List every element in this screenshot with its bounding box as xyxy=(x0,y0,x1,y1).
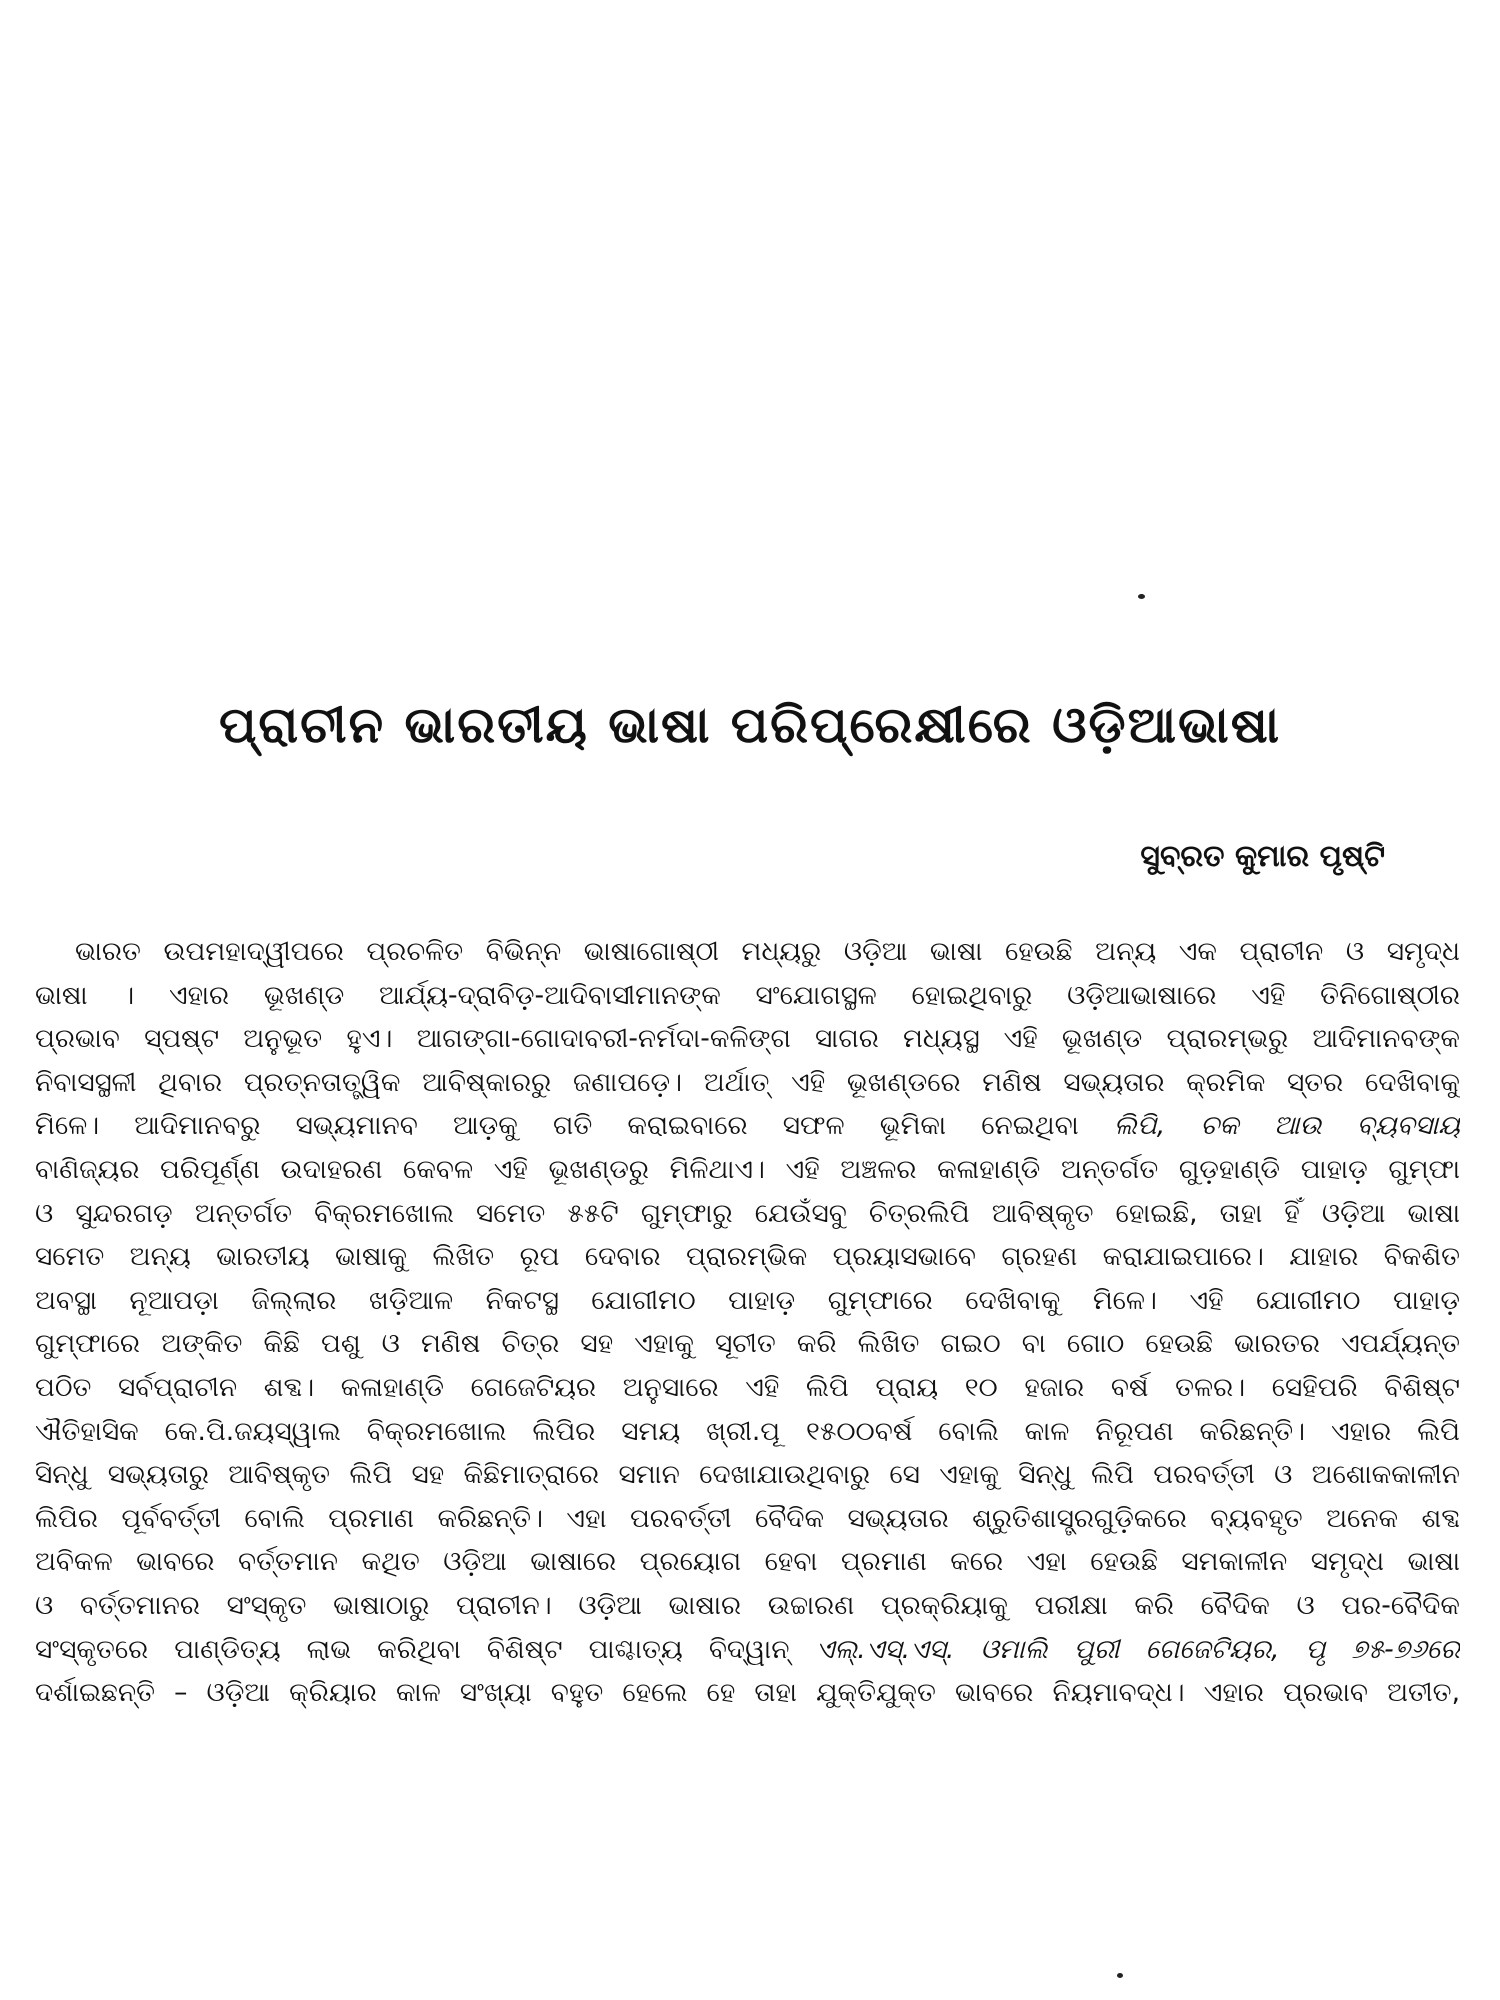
scan-speck xyxy=(1138,594,1145,599)
body-line xyxy=(35,1104,1460,1148)
body-line: ଭାଷା । ଏହାର ଭୂଖଣ୍ଡ ଆର୍ଯ୍ୟ-ଦ୍ରାବିଡ଼-ଆଦିବାସୀମାନଙ୍କ ସଂଯୋଗସ୍ଥଳ ହୋଇଥିବାରୁ ଓଡ଼ିଆଭାଷାରେ ଏହି ତିନିଗୋଷ୍ଠୀର xyxy=(35,979,1460,1011)
body-line-segment: ମିଳେ। ଆଦିମାନବରୁ ସଭ୍ୟମାନବ ଆଡ଼କୁ ଗତି କରାଇବାରେ ସଫଳ ଭୂମିକା ନେଇଥିବା xyxy=(35,1110,1079,1142)
body-line: ଲିପିର ପୂର୍ବବର୍ତ୍ତୀ ବୋଲି ପ୍ରମାଣ କରିଛନ୍ତି। ଏହା ପରବର୍ତ୍ତୀ ବୈଦିକ ସଭ୍ୟତାର ଶ୍ରୁତିଶାସ୍ତ୍ରଗୁଡ଼ିକରେ ବ୍ୟବହୃତ ଅନେକ ଶବ୍ଦ xyxy=(35,1502,1460,1534)
citation-reference: ଏଲ୍.ଏସ୍.ଏସ୍. ଓମାଲି ପୁରୀ ଗେଜେଟିୟର, ପୃ ୭୫-୭୬ରେ xyxy=(815,1633,1460,1665)
italic-phrase: ଲିପି, ଚକ ଆଉ ବ୍ୟବସାୟ xyxy=(1113,1110,1460,1142)
body-line: ପ୍ରଭାବ ସ୍ପଷ୍ଟ ଅନୁଭୂତ ହୁଏ। ଆଗଙ୍ଗା-ଗୋଦାବରୀ-ନର୍ମଦା-କଳିଙ୍ଗ ସାଗର ମଧ୍ୟସ୍ଥ ଏହି ଭୂଖଣ୍ଡ ପ୍ରାରମ୍ଭରୁ ଆଦିମାନବଙ୍କ xyxy=(35,1023,1460,1055)
scan-speck xyxy=(1117,1973,1123,1978)
article-title: ପ୍ରାଚୀନ ଭାରତୀୟ ଭାଷା ପରିପ୍ରେକ୍ଷୀରେ ଓଡ଼ିଆଭାଷା xyxy=(218,696,1282,754)
body-line: ଐତିହାସିକ କେ.ପି.ଜୟସ୍ୱାଲ ବିକ୍ରମଖୋଲ ଲିପିର ସମୟ ଖ୍ରୀ.ପୂ ୧୫୦୦ବର୍ଷ ବୋଲି କାଳ ନିରୂପଣ କରିଛନ୍ତି। ଏହାର ଲିପି xyxy=(35,1415,1460,1447)
body-line: ବାଣିଜ୍ୟର ପରିପୂର୍ଣ୍ଣ ଉଦାହରଣ କେବଳ ଏହି ଭୂଖଣ୍ଡରୁ ମିଳିଥାଏ। ଏହି ଅଞ୍ଚଳର କଳାହାଣ୍ଡି ଅନ୍ତର୍ଗତ ଗୁଡ଼ହାଣ୍ଡି ପାହାଡ଼ ଗୁମ୍ଫା xyxy=(35,1153,1460,1185)
article-body xyxy=(35,930,1460,1715)
body-line-segment: ସଂସ୍କୃତରେ ପାଣ୍ଡିତ୍ୟ ଲାଭ କରିଥିବା ବିଶିଷ୍ଟ ପାଶ୍ଚାତ୍ୟ ବିଦ୍ୱାନ୍ xyxy=(35,1633,790,1665)
body-line: ଓ ବର୍ତ୍ତମାନର ସଂସ୍କୃତ ଭାଷାଠାରୁ ପ୍ରାଚୀନ। ଓଡ଼ିଆ ଭାଷାର ଉଚ୍ଚାରଣ ପ୍ରକ୍ରିୟାକୁ ପରୀକ୍ଷା କରି ବୈଦିକ ଓ ପର-ବୈଦିକ xyxy=(35,1589,1460,1621)
body-line: ସିନ୍ଧୁ ସଭ୍ୟତାରୁ ଆବିଷ୍କୃତ ଲିପି ସହ କିଛିମାତ୍ରାରେ ସମାନ ଦେଖାଯାଉଥିବାରୁ ସେ ଏହାକୁ ସିନ୍ଧୁ ଲିପି ପରବର୍ତ୍ତୀ ଓ ଅଶୋକକାଳୀନ xyxy=(35,1459,1460,1491)
body-line: ଓ ସୁନ୍ଦରଗଡ଼ ଅନ୍ତର୍ଗତ ବିକ୍ରମଖୋଲ ସମେତ ୫୫ଟି ଗୁମ୍ଫାରୁ ଯେଉଁସବୁ ଚିତ୍ରଲିପି ଆବିଷ୍କୃତ ହୋଇଛି, ତାହା ହିଁ ଓଡ଼ିଆ ଭାଷା xyxy=(35,1197,1460,1229)
body-line xyxy=(35,1628,1460,1672)
body-line: ଗୁମ୍ଫାରେ ଅଙ୍କିତ କିଛି ପଶୁ ଓ ମଣିଷ ଚିତ୍ର ସହ ଏହାକୁ ସୂଚୀତ କରି ଲିଖିତ ଗଇଠ ବା ଗୋଠ ହେଉଛି ଭାରତର ଏପର୍ଯ୍ୟନ୍ତ xyxy=(35,1328,1460,1360)
body-line: ଅବିକଳ ଭାବରେ ବର୍ତ୍ତମାନ କଥିତ ଓଡ଼ିଆ ଭାଷାରେ ପ୍ରୟୋଗ ହେବା ପ୍ରମାଣ କରେ ଏହା ହେଉଛି ସମକାଳୀନ ସମୃଦ୍ଧ ଭାଷା xyxy=(35,1546,1460,1578)
body-line: ଦର୍ଶାଇଛନ୍ତି – ଓଡ଼ିଆ କ୍ରିୟାର କାଳ ସଂଖ୍ୟା ବହୁତ ହେଲେ ହେ ତାହା ଯୁକ୍ତିଯୁକ୍ତ ଭାବରେ ନିୟମାବଦ୍ଧ। ଏହାର ପ୍ରଭାବ ଅତୀତ, xyxy=(35,1677,1460,1709)
body-line: ପଠିତ ସର୍ବପ୍ରାଚୀନ ଶବ୍ଦ। କଳାହାଣ୍ଡି ଗେଜେଟିୟର ଅନୁସାରେ ଏହି ଲିପି ପ୍ରାୟ ୧୦ ହଜାର ବର୍ଷ ତଳର। ସେହିପରି ବିଶିଷ୍ଟ xyxy=(35,1371,1460,1403)
author-name: ସୁବ୍ରତ କୁମାର ପୃଷ୍ଟି xyxy=(1140,839,1385,874)
body-line: ସମେତ ଅନ୍ୟ ଭାରତୀୟ ଭାଷାକୁ ଲିଖିତ ରୂପ ଦେବାର ପ୍ରାରମ୍ଭିକ ପ୍ରୟାସଭାବେ ଗ୍ରହଣ କରାଯାଇପାରେ। ଯାହାର ବିକଶିତ xyxy=(35,1241,1460,1273)
body-line: ନିବାସସ୍ଥଳୀ ଥିବାର ପ୍ରତ୍ନତାତ୍ତ୍ୱିକ ଆବିଷ୍କାରରୁ ଜଣାପଡ଼େ। ଅର୍ଥାତ୍ ଏହି ଭୂଖଣ୍ଡରେ ମଣିଷ ସଭ୍ୟତାର କ୍ରମିକ ସ୍ତର ଦେଖିବାକୁ xyxy=(35,1066,1460,1098)
body-line: ଅବସ୍ଥା ନୂଆପଡ଼ା ଜିଲ୍ଲାର ଖଡ଼ିଆଳ ନିକଟସ୍ଥ ଯୋଗୀମଠ ପାହାଡ଼ ଗୁମ୍ଫାରେ ଦେଖିବାକୁ ମିଳେ। ଏହି ଯୋଗୀମଠ ପାହାଡ଼ xyxy=(35,1284,1460,1316)
body-line: ଭାରତ ଉପମହାଦ୍ୱୀପରେ ପ୍ରଚଳିତ ବିଭିନ୍ନ ଭାଷାଗୋଷ୍ଠୀ ମଧ୍ୟରୁ ଓଡ଼ିଆ ଭାଷା ହେଉଛି ଅନ୍ୟ ଏକ ପ୍ରାଚୀନ ଓ ସମୃଦ୍ଧ xyxy=(75,936,1460,967)
